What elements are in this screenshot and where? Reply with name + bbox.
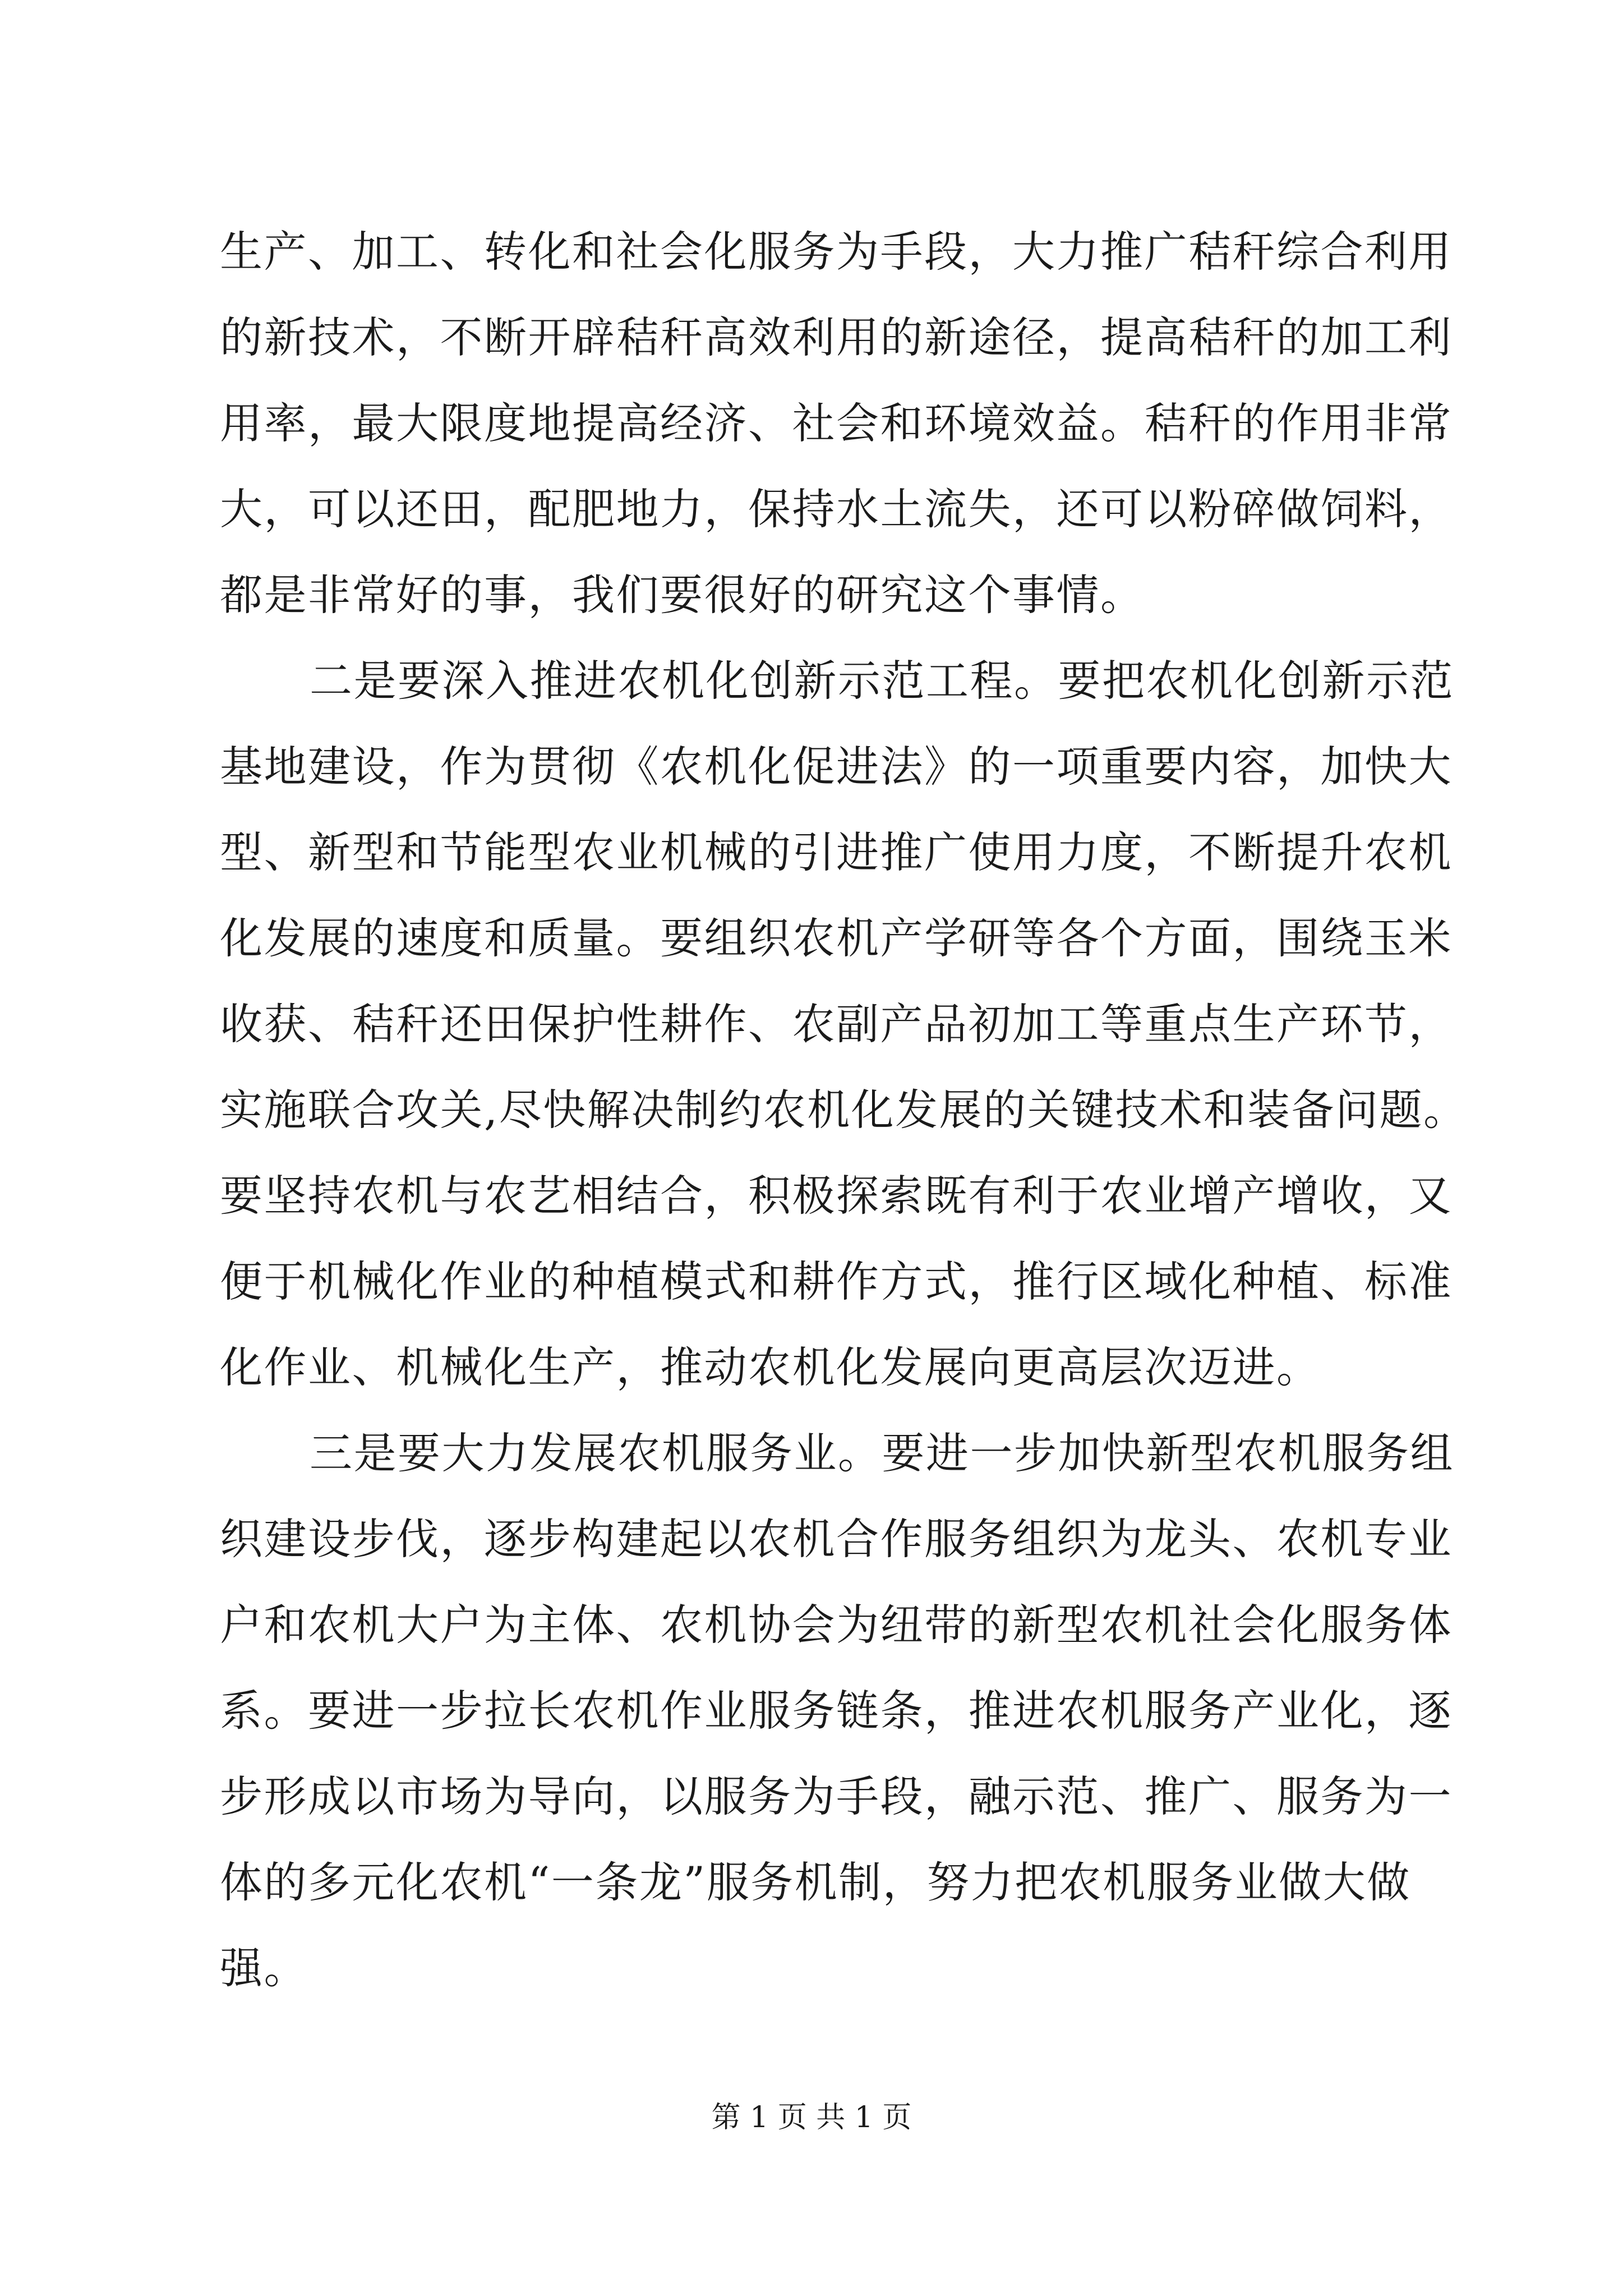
text-line: 化发展的速度和质量。要组织农机产学研等各个方面，围绕玉米 — [220, 913, 1453, 963]
text-line: 大，可以还田，配肥地力，保持水土流失，还可以粉碎做饲料， — [220, 484, 1453, 534]
text-line: 要坚持农机与农艺相结合，积极探索既有利于农业增产增收，又 — [220, 1171, 1453, 1221]
text-line: 基地建设，作为贯彻《农机化促进法》的一项重要内容，加快大 — [220, 742, 1453, 792]
text-line: 织建设步伐，逐步构建起以农机合作服务组织为龙头、农机专业 — [220, 1514, 1453, 1564]
text-line: 都是非常好的事，我们要很好的研究这个事情。 — [220, 570, 1145, 620]
text-line: 实施联合攻关,尽快解决制约农机化发展的关键技术和装备问题。 — [220, 1085, 1468, 1135]
text-line: 型、新型和节能型农业机械的引进推广使用力度，不断提升农机 — [220, 827, 1453, 877]
text-line: 生产、加工、转化和社会化服务为手段，大力推广秸秆综合利用 — [220, 227, 1453, 277]
text-line: 的新技术，不断开辟秸秆高效利用的新途径，提高秸秆的加工利 — [220, 312, 1453, 362]
text-line: 化作业、机械化生产，推动农机化发展向更高层次迈进。 — [220, 1342, 1321, 1392]
text-line: 户和农机大户为主体、农机协会为纽带的新型农机社会化服务体 — [220, 1600, 1453, 1650]
text-line: 体的多元化农机“一条龙”服务机制，努力把农机服务业做大做 — [220, 1857, 1411, 1907]
text-line: 三是要大力发展农机服务业。要进一步加快新型农机服务组 — [310, 1428, 1454, 1478]
text-line: 便于机械化作业的种植模式和耕作方式，推行区域化种植、标准 — [220, 1257, 1453, 1306]
text-line: 步形成以市场为导向，以服务为手段，融示范、推广、服务为一 — [220, 1772, 1453, 1821]
text-line: 收获、秸秆还田保护性耕作、农副产品初加工等重点生产环节， — [220, 999, 1453, 1049]
text-line: 二是要深入推进农机化创新示范工程。要把农机化创新示范 — [310, 656, 1454, 706]
text-line: 用率，最大限度地提高经济、社会和环境效益。秸秆的作用非常 — [220, 398, 1453, 448]
text-line: 强。 — [220, 1943, 308, 1993]
page-number-footer: 第 1 页 共 1 页 — [711, 2101, 912, 2134]
text-line: 系。要进一步拉长农机作业服务链条，推进农机服务产业化，逐 — [220, 1686, 1453, 1736]
document-body — [220, 209, 1468, 2011]
